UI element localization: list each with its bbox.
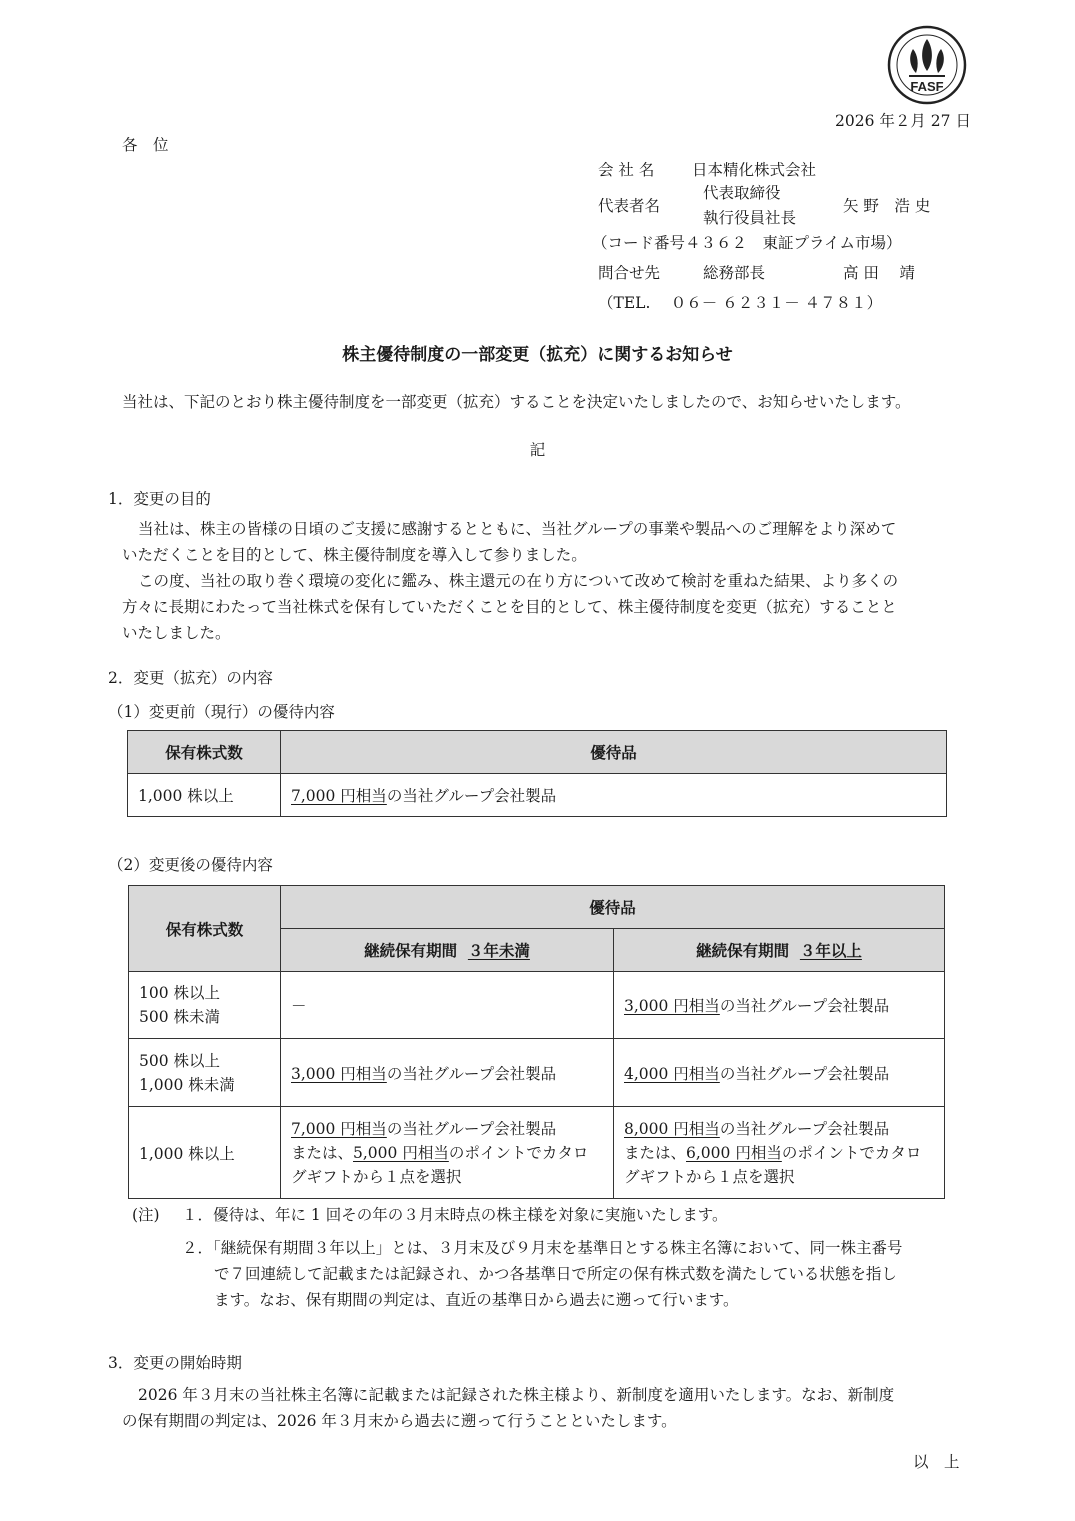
table-after — [128, 885, 945, 1199]
section1-heading: 1．変更の目的 — [108, 490, 211, 508]
cell-shares: 1,000 株以上 — [128, 774, 281, 817]
header-3-years-or-more: 継続保有期間 ３年以上 — [614, 929, 945, 972]
intro-paragraph: 当社は、下記のとおり株主優待制度を一部変更（拡充）することを決定いたしましたので、お知らせいたします。 — [122, 393, 911, 411]
company-name: 日本精化株式会社 — [692, 161, 817, 179]
contact-label: 問合せ先 — [598, 264, 661, 282]
header-gift: 優待品 — [281, 886, 945, 929]
cell-gift-under-3: － — [281, 972, 614, 1039]
representative-name: 矢 野 浩 史 — [843, 197, 931, 215]
ki-marker: 記 — [529, 441, 546, 459]
cell-shares: 500 株以上 1,000 株未満 — [129, 1039, 281, 1107]
document-title: 株主優待制度の一部変更（拡充）に関するお知らせ — [342, 345, 733, 365]
header-gift: 優待品 — [281, 731, 947, 774]
cell-gift-3-plus: 8,000 円相当の当社グループ会社製品 または、6,000 円相当のポイントでカタロ グギフトから１点を選択 — [614, 1107, 945, 1199]
section3-paragraph: 2026 年３月末の当社株主名簿に記載または記録された株主様より、新制度を適用いたします。なお、新制度 の保有期間の判定は、2026 年３月末から過去に遡って行うことといたします。 — [122, 1386, 895, 1430]
cell-gift-under-3: 7,000 円相当の当社グループ会社製品 または、5,000 円相当のポイントでカタロ グギフトから１点を選択 — [281, 1107, 614, 1199]
addressee: 各 位 — [122, 136, 169, 154]
note-1: １．優待は、年に 1 回その年の３月末時点の株主様を対象に実施いたします。 — [182, 1206, 728, 1224]
fasf-logo — [887, 25, 967, 105]
subsection-before: （1）変更前（現行）の優待内容 — [108, 703, 335, 721]
cell-gift-3-plus: 3,000 円相当の当社グループ会社製品 — [614, 972, 945, 1039]
section3-heading: 3．変更の開始時期 — [108, 1354, 242, 1372]
table-row — [129, 972, 945, 1039]
table-row — [129, 1039, 945, 1107]
representative-title-2: 執行役員社長 — [703, 209, 797, 227]
cell-gift-under-3: 3,000 円相当の当社グループ会社製品 — [281, 1039, 614, 1107]
subsection-after: （2）変更後の優待内容 — [108, 856, 273, 874]
table-row — [129, 1107, 945, 1199]
section1-paragraph-2: この度、当社の取り巻く環境の変化に鑑み、株主還元の在り方について改めて検討を重ねた結果、より多くの 方々に長期にわたって当社株式を保有していただくことを目的として、株主優待制度を変更（拡充）することと いたしました。 — [122, 572, 899, 642]
contact-name: 高 田 靖 — [843, 264, 915, 282]
representative-title-1: 代表取締役 — [703, 184, 781, 202]
svg-text:FASF: FASF — [910, 79, 944, 94]
section2-heading: 2．変更（拡充）の内容 — [108, 669, 273, 687]
header-shares: 保有株式数 — [128, 731, 281, 774]
company-name-label: 会 社 名 — [598, 161, 655, 179]
contact-tel: （TEL. ０６－ ６２３１－ ４７８１） — [598, 294, 883, 312]
table-before — [127, 730, 947, 817]
cell-shares: 1,000 株以上 — [129, 1107, 281, 1199]
cell-gift: 7,000 円相当の当社グループ会社製品 — [281, 774, 947, 817]
section1-paragraph-1: 当社は、株主の皆様の日頃のご支援に感謝するとともに、当社グループの事業や製品へのご理解をより深めて いただくことを目的として、株主優待制度を導入して参りました。 — [122, 520, 897, 564]
header-under-3-years: 継続保有期間 ３年未満 — [281, 929, 614, 972]
cell-gift-3-plus: 4,000 円相当の当社グループ会社製品 — [614, 1039, 945, 1107]
closing-ijo: 以 上 — [913, 1453, 960, 1471]
contact-title: 総務部長 — [703, 264, 766, 282]
note-2: ２．「継続保有期間３年以上」とは、３月末及び９月末を基準日とする株主名簿において、同一株主番号 で７回連続して記載または記録され、かつ各基準日で所定の保有株式数を満たしている状態を指し ます。なお、保有期間の判定は、直近の基準日から過去に遡って行います。 — [182, 1239, 903, 1309]
document-date: 2026 年２月 27 日 — [835, 112, 971, 130]
table-row — [128, 774, 947, 817]
notes-label: (注) — [132, 1206, 160, 1224]
cell-shares: 100 株以上 500 株未満 — [129, 972, 281, 1039]
header-shares: 保有株式数 — [129, 886, 281, 972]
stock-code: （コード番号４３６２ 東証プライム市場） — [592, 234, 902, 252]
representative-label: 代表者名 — [598, 197, 661, 215]
